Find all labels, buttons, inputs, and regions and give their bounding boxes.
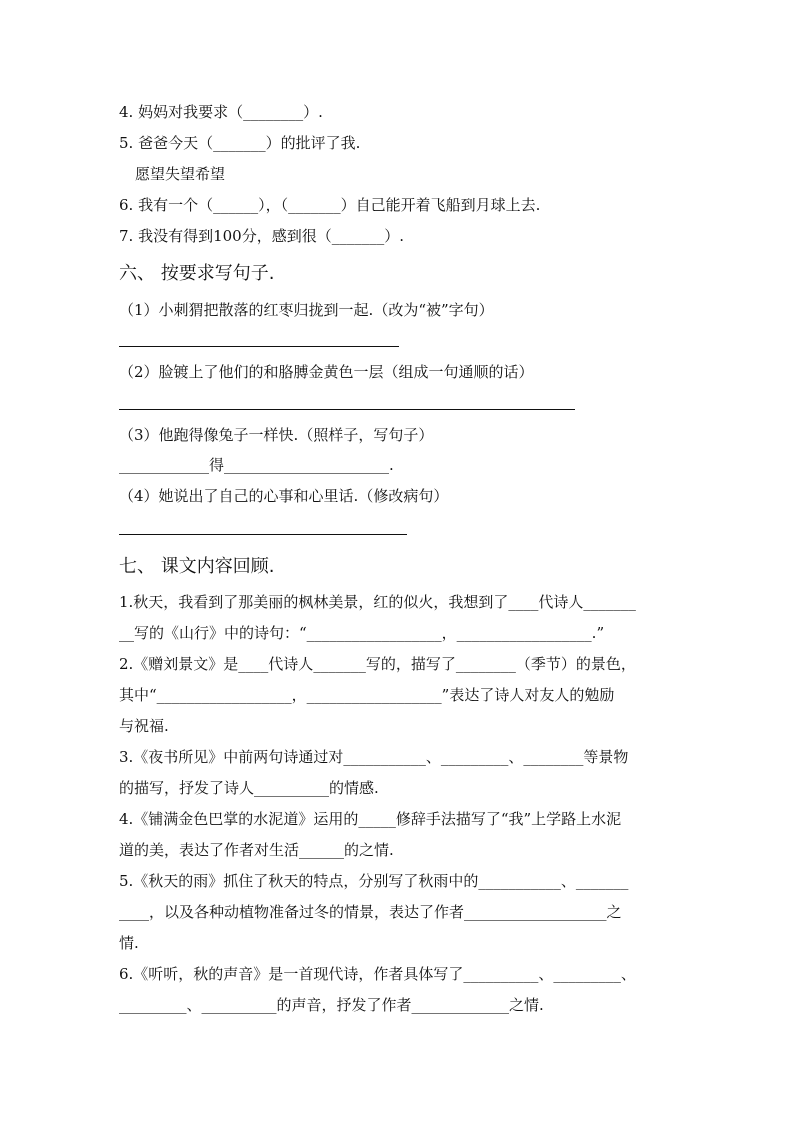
question-6: 6. 我有一个（______），（_______）自己能开着飞船到月球上去. bbox=[119, 196, 541, 214]
review-line-6: 3.《夜书所见》中前两句诗通过对___________、_________、________等景物 bbox=[119, 748, 629, 766]
answer-line-2 bbox=[119, 409, 575, 410]
review-line-7: 的描写，抒发了诗人__________的情感. bbox=[119, 779, 379, 797]
section-6-heading: 六、 按要求写句子. bbox=[119, 263, 275, 284]
review-line-4: 其中“__________________，__________________”表达了诗人对友人的勉励 bbox=[119, 686, 615, 704]
answer-line-1 bbox=[119, 346, 399, 347]
rewrite-item-3-pattern: ____________得______________________. bbox=[119, 456, 394, 474]
review-line-8: 4.《铺满金色巴掌的水泥道》运用的_____修辞手法描写了“我”上学路上水泥 bbox=[119, 810, 622, 828]
section-7-heading: 七、 课文内容回顾. bbox=[119, 556, 275, 577]
review-line-1: 1.秋天，我看到了那美丽的枫林美景，红的似火，我想到了____代诗人_______ bbox=[119, 593, 636, 611]
review-line-3: 2.《赠刘景文》是____代诗人_______写的，描写了________（季节）的景色， bbox=[119, 655, 636, 673]
review-line-14: _________、__________的声音，抒发了作者_____________之情. bbox=[119, 996, 544, 1014]
rewrite-item-3: （3）他跑得像兔子一样快.（照样子，写句子） bbox=[119, 426, 434, 444]
review-line-12: 情. bbox=[119, 934, 139, 952]
question-7: 7. 我没有得到100分，感到很（_______）. bbox=[119, 227, 404, 245]
rewrite-item-1: （1）小刺猬把散落的红枣归拢到一起.（改为“被”字句） bbox=[119, 301, 494, 319]
question-5: 5. 爸爸今天（_______）的批评了我. bbox=[119, 134, 361, 152]
rewrite-item-4: （4）她说出了自己的心事和心里话.（修改病句） bbox=[119, 487, 449, 505]
rewrite-item-2: （2）脸镀上了他们的和胳膊金黄色一层（组成一句通顺的话） bbox=[119, 363, 534, 381]
answer-line-4 bbox=[119, 534, 407, 535]
review-line-9: 道的美，表达了作者对生活______的之情. bbox=[119, 841, 394, 859]
review-line-2: __写的《山行》中的诗句：“__________________，__________________.” bbox=[119, 624, 605, 642]
review-line-13: 6.《听听，秋的声音》是一首现代诗，作者具体写了__________、_________、 bbox=[119, 965, 636, 983]
review-line-11: ____，以及各种动植物准备过冬的情景，表达了作者___________________之 bbox=[119, 903, 622, 921]
question-4: 4. 妈妈对我要求（________）. bbox=[119, 103, 323, 121]
word-bank: 愿望失望希望 bbox=[135, 165, 226, 183]
review-line-10: 5.《秋天的雨》抓住了秋天的特点，分别写了秋雨中的___________、_______ bbox=[119, 872, 629, 890]
review-line-5: 与祝福. bbox=[119, 717, 169, 735]
